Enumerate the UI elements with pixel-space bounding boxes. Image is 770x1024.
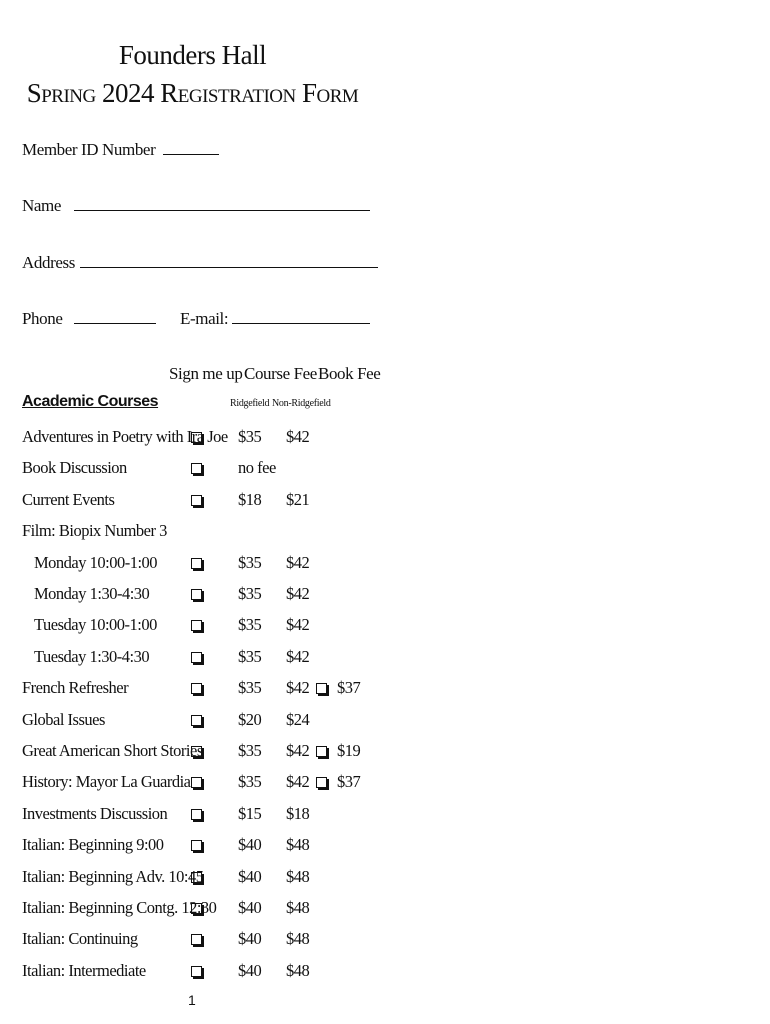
course-row	[0, 867, 770, 895]
member-id-label: Member ID Number	[22, 140, 156, 159]
course-name: Italian: Beginning Contg. 12:30	[22, 898, 217, 917]
address-row	[22, 253, 378, 273]
ridgefield-fee: $35	[238, 427, 262, 446]
course-name: Film: Biopix Number 3	[22, 521, 167, 541]
course-row	[0, 521, 770, 549]
course-row	[0, 490, 770, 518]
non-ridgefield-fee: $48	[286, 835, 310, 855]
signup-checkbox[interactable]	[191, 620, 202, 631]
non-ridgefield-fee: $42	[286, 615, 310, 635]
course-row	[0, 898, 770, 926]
book-fee: $37	[337, 678, 361, 698]
ridgefield-fee: $35	[238, 678, 262, 698]
ridgefield-fee: $40	[238, 929, 262, 949]
name-label: Name	[22, 196, 61, 215]
non-ridgefield-fee: $48	[286, 866, 310, 886]
form-subtitle: Spring 2024 Registration Form	[26, 78, 359, 108]
book-checkbox[interactable]	[316, 777, 327, 788]
course-row	[0, 929, 770, 957]
signup-checkbox[interactable]	[191, 777, 202, 788]
signup-checkbox[interactable]	[191, 589, 202, 600]
address-field[interactable]	[80, 253, 378, 268]
signup-checkbox[interactable]	[191, 683, 202, 694]
name-row	[22, 196, 370, 216]
course-row	[0, 804, 770, 832]
course-row	[0, 961, 770, 989]
non-ridgefield-fee: $48	[286, 898, 310, 917]
signup-checkbox[interactable]	[191, 432, 202, 443]
ridgefield-fee: $35	[238, 772, 262, 792]
non-ridgefield-fee: $48	[286, 960, 310, 980]
phone-field[interactable]	[74, 309, 156, 324]
ridgefield-fee: $40	[238, 960, 262, 980]
ridgefield-fee: $35	[238, 615, 262, 635]
course-name: Adventures in Poetry with Ira Joe	[22, 427, 228, 446]
ridgefield-fee: no fee	[238, 458, 276, 478]
course-row	[0, 835, 770, 863]
course-row	[0, 741, 770, 769]
address-label: Address	[22, 253, 75, 272]
ridgefield-fee: $35	[238, 584, 262, 603]
non-ridgefield-fee: $42	[286, 741, 310, 760]
course-row	[0, 584, 770, 612]
book-fee: $19	[337, 741, 361, 760]
ridgefield-fee: $15	[238, 803, 262, 823]
form-title: Founders Hall	[118, 40, 267, 70]
course-row	[0, 553, 770, 581]
ridgefield-fee: $20	[238, 709, 262, 729]
course-name: Italian: Beginning Adv. 10:45	[22, 866, 204, 886]
course-name: Great American Short Stories	[22, 741, 203, 760]
course-row	[0, 458, 770, 486]
non-ridgefield-fee: $42	[286, 584, 310, 603]
course-name: Current Events	[22, 489, 115, 509]
non-ridgefield-fee: $42	[286, 427, 310, 446]
course-name: Italian: Intermediate	[22, 960, 146, 980]
course-name: Tuesday 10:00-1:00	[34, 615, 157, 635]
signup-checkbox[interactable]	[191, 495, 202, 506]
course-name: Italian: Beginning 9:00	[22, 835, 164, 855]
course-name: Global Issues	[22, 709, 105, 729]
book-checkbox[interactable]	[316, 683, 327, 694]
non-ridgefield-subheader: Non-Ridgefield	[272, 398, 331, 409]
ridgefield-fee: $40	[238, 835, 262, 855]
page-number: 1	[188, 992, 196, 1008]
member-id-row	[22, 140, 219, 160]
course-name: Monday 10:00-1:00	[34, 552, 158, 572]
course-name: Book Discussion	[22, 458, 127, 478]
signup-checkbox[interactable]	[191, 903, 202, 914]
course-row	[0, 615, 770, 643]
course-name: History: Mayor La Guardia	[22, 772, 191, 792]
course-fee-header: Course Fee	[244, 364, 317, 383]
signup-checkbox[interactable]	[191, 809, 202, 820]
ridgefield-subheader: Ridgefield	[230, 398, 270, 409]
ridgefield-fee: $35	[238, 646, 262, 666]
ridgefield-fee: $40	[238, 898, 262, 917]
non-ridgefield-fee: $48	[286, 929, 310, 949]
ridgefield-fee: $35	[238, 552, 262, 572]
signup-checkbox[interactable]	[191, 872, 202, 883]
non-ridgefield-fee: $42	[286, 552, 310, 572]
book-fee-header: Book Fee	[318, 364, 381, 383]
section-title: Academic Courses	[22, 393, 159, 410]
course-row	[0, 678, 770, 706]
non-ridgefield-fee: $42	[286, 772, 310, 792]
ridgefield-fee: $40	[238, 866, 262, 886]
email-label: E-mail:	[180, 309, 229, 328]
book-fee: $37	[337, 772, 361, 792]
course-row	[0, 427, 770, 455]
ridgefield-fee: $18	[238, 489, 262, 509]
non-ridgefield-fee: $21	[286, 489, 310, 509]
phone-label: Phone	[22, 309, 63, 328]
signup-checkbox[interactable]	[191, 463, 202, 474]
course-row	[0, 647, 770, 675]
signup-checkbox[interactable]	[191, 746, 202, 757]
course-name: Monday 1:30-4:30	[34, 584, 150, 603]
non-ridgefield-fee: $18	[286, 803, 310, 823]
course-row	[0, 772, 770, 800]
course-name: French Refresher	[22, 678, 129, 698]
phone-row	[22, 309, 156, 329]
non-ridgefield-fee: $42	[286, 646, 310, 666]
ridgefield-fee: $35	[238, 741, 262, 760]
non-ridgefield-fee: $42	[286, 678, 310, 698]
email-field[interactable]	[232, 309, 370, 324]
course-name: Tuesday 1:30-4:30	[34, 646, 150, 666]
signup-checkbox[interactable]	[191, 934, 202, 945]
signup-checkbox[interactable]	[191, 652, 202, 663]
course-name: Italian: Continuing	[22, 929, 138, 949]
course-name: Investments Discussion	[22, 803, 168, 823]
non-ridgefield-fee: $24	[286, 709, 310, 729]
sign-me-up-header: Sign me up	[169, 364, 243, 383]
signup-checkbox[interactable]	[191, 966, 202, 977]
course-row	[0, 710, 770, 738]
signup-checkbox[interactable]	[191, 715, 202, 726]
email-row	[180, 309, 370, 329]
name-field[interactable]	[74, 196, 370, 211]
signup-checkbox[interactable]	[191, 558, 202, 569]
signup-checkbox[interactable]	[191, 840, 202, 851]
member-id-field[interactable]	[163, 140, 219, 155]
book-checkbox[interactable]	[316, 746, 327, 757]
